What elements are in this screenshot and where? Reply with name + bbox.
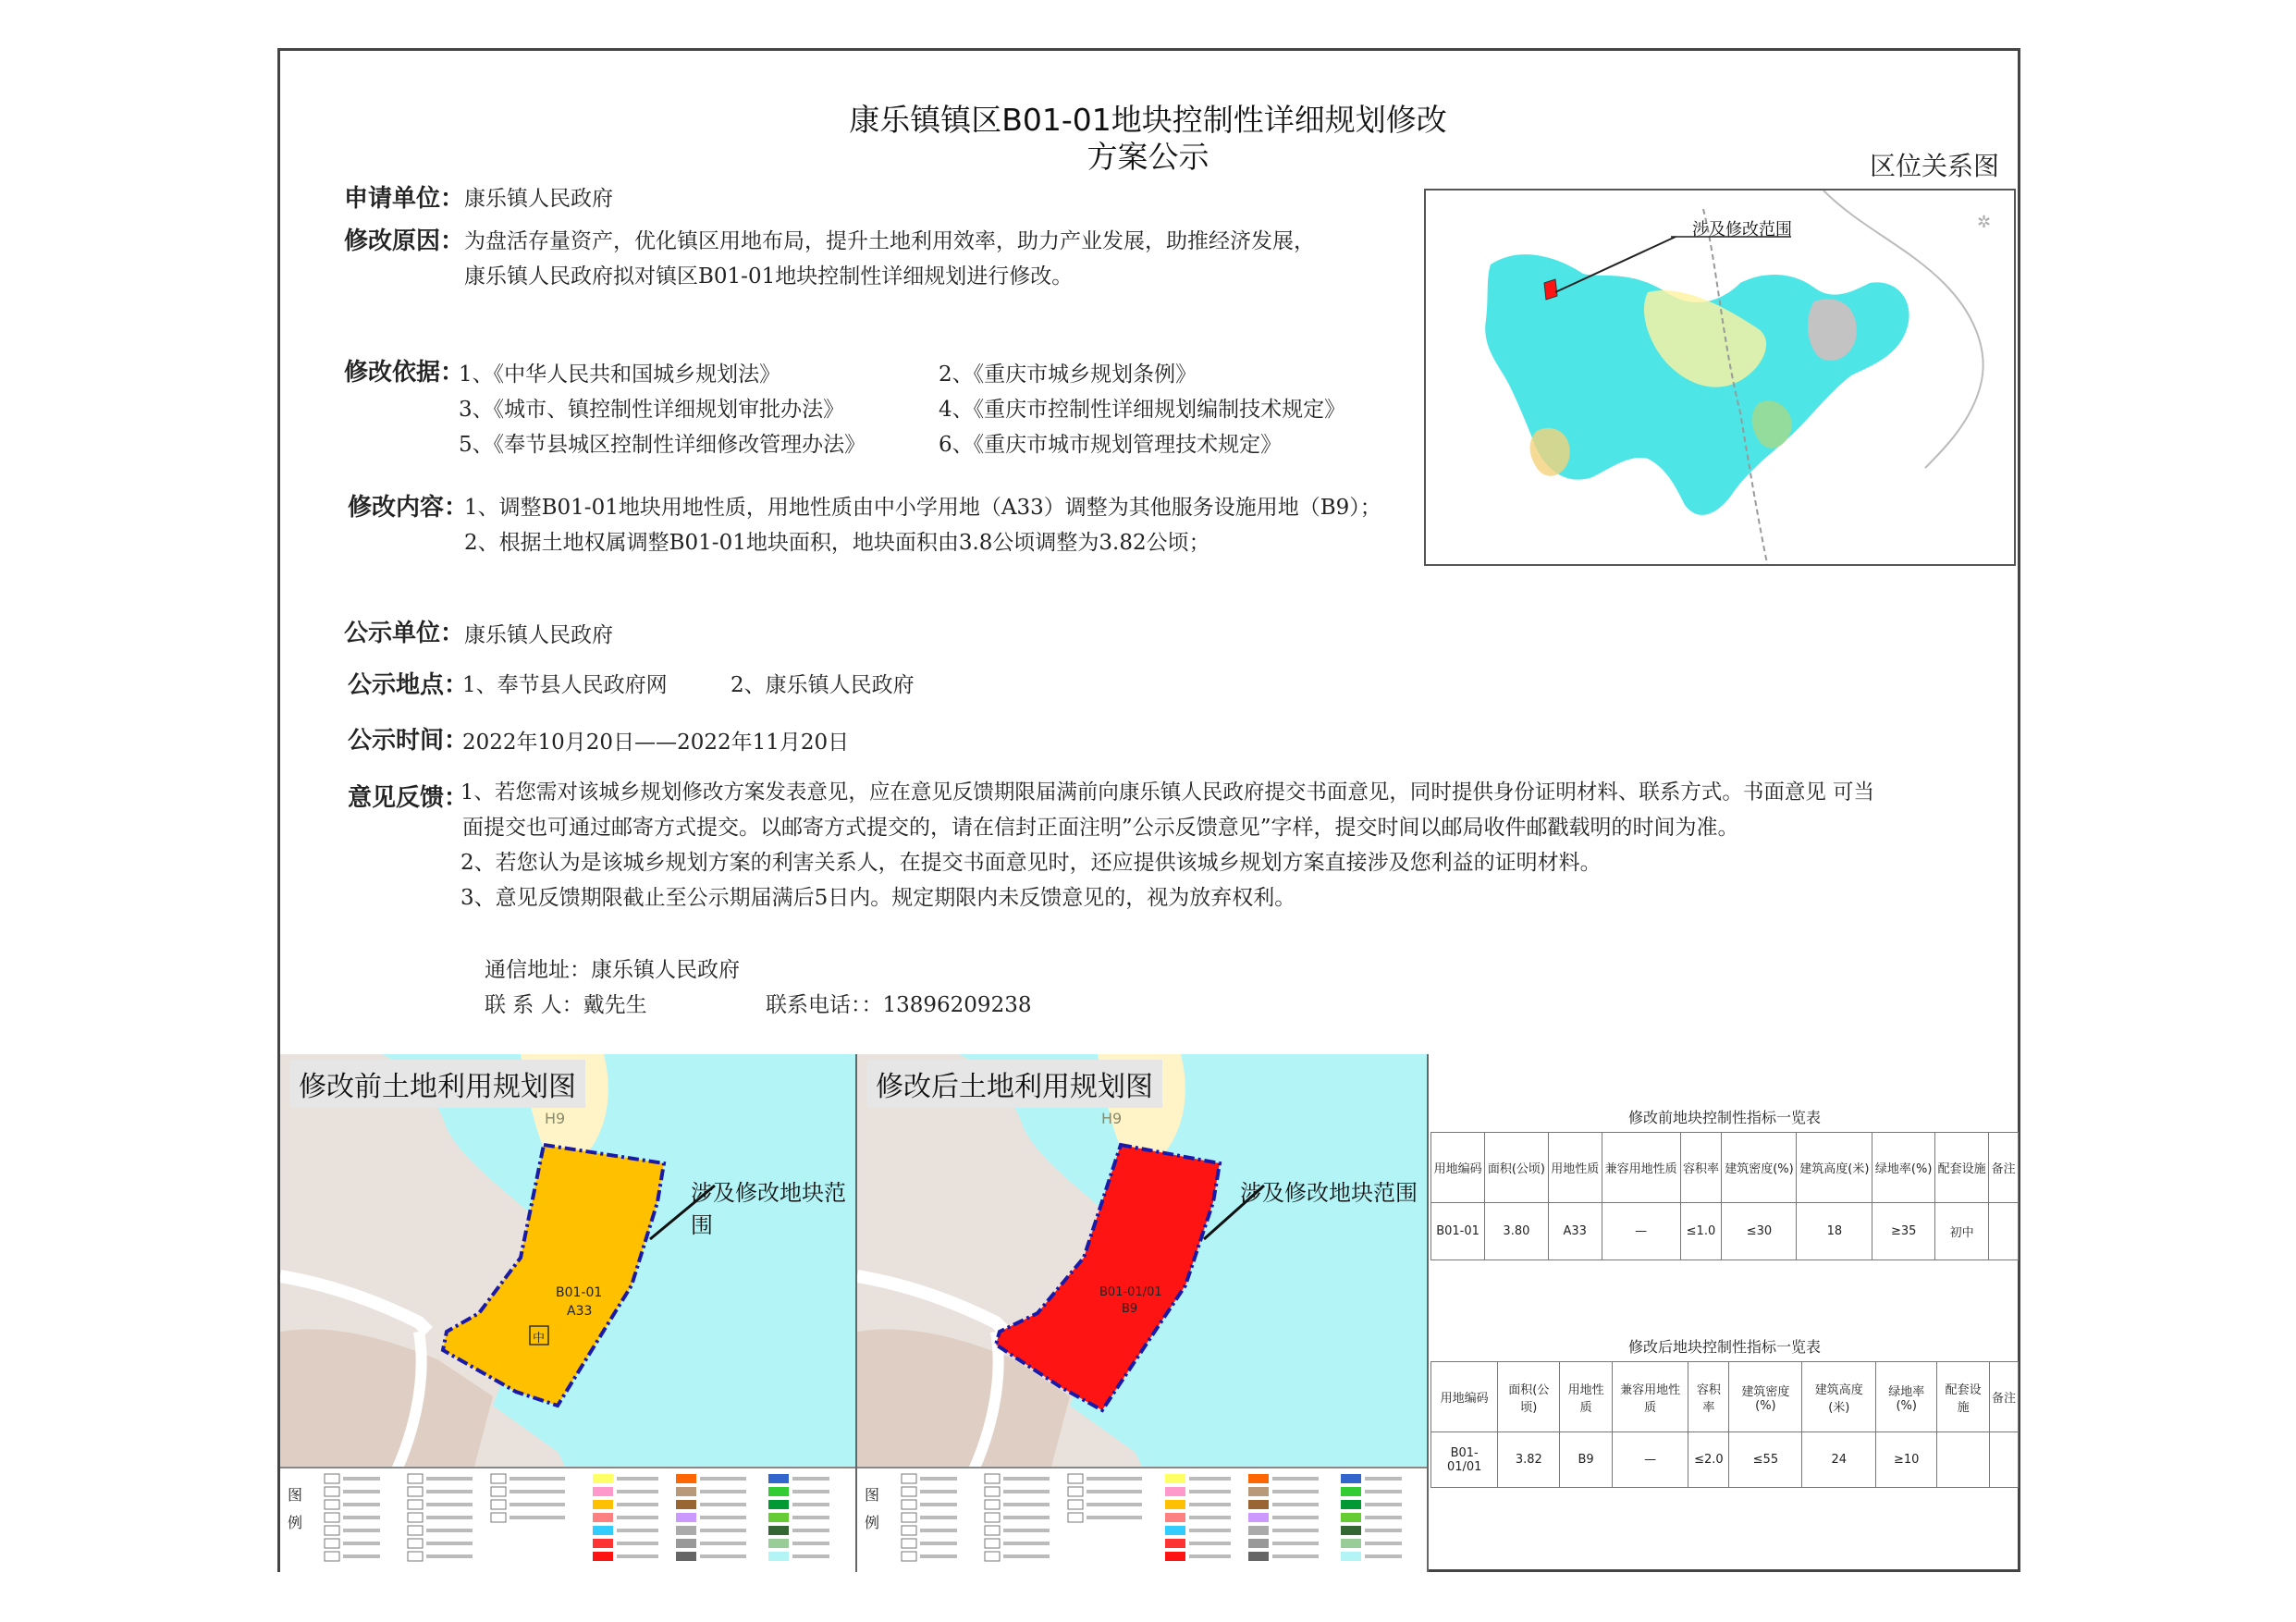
contact-phone: 联系电话：：13896209238: [766, 993, 1032, 1017]
applicant-value: 康乐镇人民政府: [464, 187, 613, 211]
content-label: 修改内容：: [348, 494, 469, 522]
table-before-caption: 修改前地块控制性指标一览表: [1627, 1109, 1821, 1126]
ta-c-1: 3.82: [1498, 1432, 1560, 1488]
tb-c-9: [1989, 1203, 2019, 1260]
before-map-legend: [280, 1467, 855, 1572]
before-map-caption: 修改前土地利用规划图: [289, 1060, 585, 1108]
after-map-note: 涉及修改地块范围: [1240, 1180, 1418, 1206]
contact-address: 通信地址：康乐镇人民政府: [485, 958, 740, 982]
tb-c-7: ≥35: [1872, 1203, 1935, 1260]
ta-h-2: 用地性质: [1560, 1362, 1613, 1432]
ta-h-8: 配套设施: [1937, 1362, 1990, 1432]
reason-label: 修改原因：: [344, 227, 465, 255]
ta-h-6: 建筑高度(米): [1802, 1362, 1876, 1432]
reason-line2: 康乐镇人民政府拟对镇区B01-01地块控制性详细规划进行修改。: [464, 264, 1074, 289]
feedback-label: 意见反馈：: [348, 784, 469, 812]
ta-h-7: 绿地率(%): [1876, 1362, 1937, 1432]
basis-item-6: 6、《重庆市城市规划管理技术规定》: [939, 433, 1283, 457]
time-value: 2022年10月20日——2022年11月20日: [462, 731, 850, 755]
ta-h-4: 容积率: [1688, 1362, 1729, 1432]
content-line2: 2、根据土地权属调整B01-01地块面积，地块面积由3.8公顷调整为3.82公顷；: [464, 531, 1210, 555]
after-map-h9: H9: [1101, 1110, 1123, 1127]
location-map-title: 区位关系图: [1870, 151, 2000, 181]
tb-c-2: A33: [1548, 1203, 1602, 1260]
tb-h-0: 用地编码: [1431, 1133, 1485, 1203]
table-before: [1430, 1132, 2019, 1260]
after-map-panel: [857, 1054, 1429, 1572]
notice-title-line2: 方案公示: [1087, 139, 1209, 175]
location-map: [1424, 189, 2016, 566]
before-map-note: 涉及修改地块范围: [691, 1180, 846, 1238]
table-after-header-row: [1431, 1362, 2019, 1432]
ta-c-8: [1937, 1432, 1990, 1488]
ta-h-9: 备注: [1990, 1362, 2019, 1432]
tb-c-0: B01-01: [1431, 1203, 1485, 1260]
content-line1: 1、调整B01-01地块用地性质，用地性质由中小学用地（A33）调整为其他服务设施用地（B9）；: [464, 496, 1381, 520]
tb-c-5: ≤30: [1722, 1203, 1797, 1260]
table-after: [1430, 1361, 2019, 1488]
feedback-p1a: 1、若您需对该城乡规划修改方案发表意见，应在意见反馈期限届满前向康乐镇人民政府提交书面意见，同时提供身份证明材料、联系方式。书面意见 可当: [460, 780, 1874, 805]
ta-c-9: [1990, 1432, 2019, 1488]
basis-item-2: 2、《重庆市城乡规划条例》: [939, 362, 1197, 387]
tb-h-7: 绿地率(%): [1872, 1133, 1935, 1203]
basis-label: 修改依据：: [344, 359, 465, 387]
tb-h-1: 面积(公顷): [1485, 1133, 1549, 1203]
basis-item-5: 5、《奉节县城区控制性详细修改管理办法》: [459, 433, 866, 457]
basis-item-3: 3、《城市、镇控制性详细规划审批办法》: [459, 398, 845, 422]
after-map-caption: 修改后土地利用规划图: [866, 1060, 1162, 1108]
tb-h-9: 备注: [1989, 1133, 2019, 1203]
location-map-graphic: [1426, 190, 2016, 566]
applicant-label: 申请单位：: [344, 185, 465, 213]
tb-c-6: 18: [1797, 1203, 1872, 1260]
contact-person: 联 系 人：戴先生: [485, 993, 647, 1017]
table-before-header-row: [1431, 1133, 2019, 1203]
feedback-p3: 3、意见反馈期限截止至公示期届满后5日内。规定期限内未反馈意见的，视为放弃权利。: [460, 886, 1296, 910]
ta-c-4: ≤2.0: [1688, 1432, 1729, 1488]
tb-c-1: 3.80: [1485, 1203, 1549, 1260]
after-map-code: B01-01/01: [1099, 1285, 1162, 1299]
tb-h-4: 容积率: [1680, 1133, 1722, 1203]
tb-h-3: 兼容用地性质: [1602, 1133, 1680, 1203]
after-map-legend: [857, 1467, 1427, 1572]
ta-h-1: 面积(公顷): [1498, 1362, 1560, 1432]
after-map-landuse: B9: [1122, 1302, 1138, 1316]
ta-c-7: ≥10: [1876, 1432, 1937, 1488]
tb-c-4: ≤1.0: [1680, 1203, 1722, 1260]
tb-c-3: —: [1602, 1203, 1680, 1260]
table-after-caption: 修改后地块控制性指标一览表: [1627, 1338, 1821, 1356]
feedback-p2: 2、若您认为是该城乡规划方案的利害关系人，在提交书面意见时，还应提供该城乡规划方案直接涉及您利益的证明材料。: [460, 851, 1602, 875]
before-map-school-mark: 中: [533, 1332, 546, 1346]
ta-c-2: B9: [1560, 1432, 1613, 1488]
ta-h-3: 兼容用地性质: [1612, 1362, 1688, 1432]
notice-title-line1: 康乐镇镇区B01-01地块控制性详细规划修改: [849, 102, 1447, 138]
locations-label: 公示地点：: [348, 671, 469, 699]
location-item-2: 2、康乐镇人民政府: [731, 673, 915, 697]
after-legend-swatches: [883, 1468, 1429, 1570]
table-before-row: [1431, 1203, 2019, 1260]
feedback-p1b: 面提交也可通过邮寄方式提交。以邮寄方式提交的，请在信封正面注明”公示反馈意见”字样，提交时间以邮局收件邮戳载明的时间为准。: [462, 816, 1739, 840]
before-map-panel: [280, 1054, 857, 1572]
ta-c-0: B01-01/01: [1431, 1432, 1498, 1488]
before-map-h9: H9: [545, 1110, 566, 1127]
ta-h-5: 建筑密度(%): [1729, 1362, 1802, 1432]
basis-item-1: 1、《中华人民共和国城乡规划法》: [459, 362, 781, 387]
basis-item-4: 4、《重庆市控制性详细规划编制技术规定》: [939, 398, 1346, 422]
tb-h-2: 用地性质: [1548, 1133, 1602, 1203]
time-label: 公示时间：: [348, 727, 469, 755]
ta-c-3: —: [1612, 1432, 1688, 1488]
publisher-label: 公示单位：: [344, 620, 465, 647]
location-map-label: 涉及修改范围: [1692, 220, 1792, 240]
before-legend-title: 图例: [288, 1486, 303, 1531]
ta-h-0: 用地编码: [1431, 1362, 1498, 1432]
tb-h-8: 配套设施: [1935, 1133, 1989, 1203]
svg-text:✲: ✲: [1977, 213, 1992, 232]
location-item-1: 1、奉节县人民政府网: [462, 673, 668, 697]
ta-c-6: 24: [1802, 1432, 1876, 1488]
tb-h-6: 建筑高度(米): [1797, 1133, 1872, 1203]
before-legend-swatches: [306, 1468, 857, 1570]
ta-c-5: ≤55: [1729, 1432, 1802, 1488]
after-legend-title: 图例: [865, 1486, 880, 1531]
before-map-code: B01-01: [556, 1285, 603, 1300]
tb-h-5: 建筑密度(%): [1722, 1133, 1797, 1203]
table-after-row: [1431, 1432, 2019, 1488]
indicator-tables-panel: [1429, 1054, 2020, 1572]
publisher-value: 康乐镇人民政府: [464, 623, 613, 647]
tb-c-8: 初中: [1935, 1203, 1989, 1260]
before-map-landuse: A33: [567, 1304, 593, 1319]
reason-line1: 为盘活存量资产，优化镇区用地布局，提升土地利用效率，助力产业发展，助推经济发展，: [464, 229, 1315, 253]
